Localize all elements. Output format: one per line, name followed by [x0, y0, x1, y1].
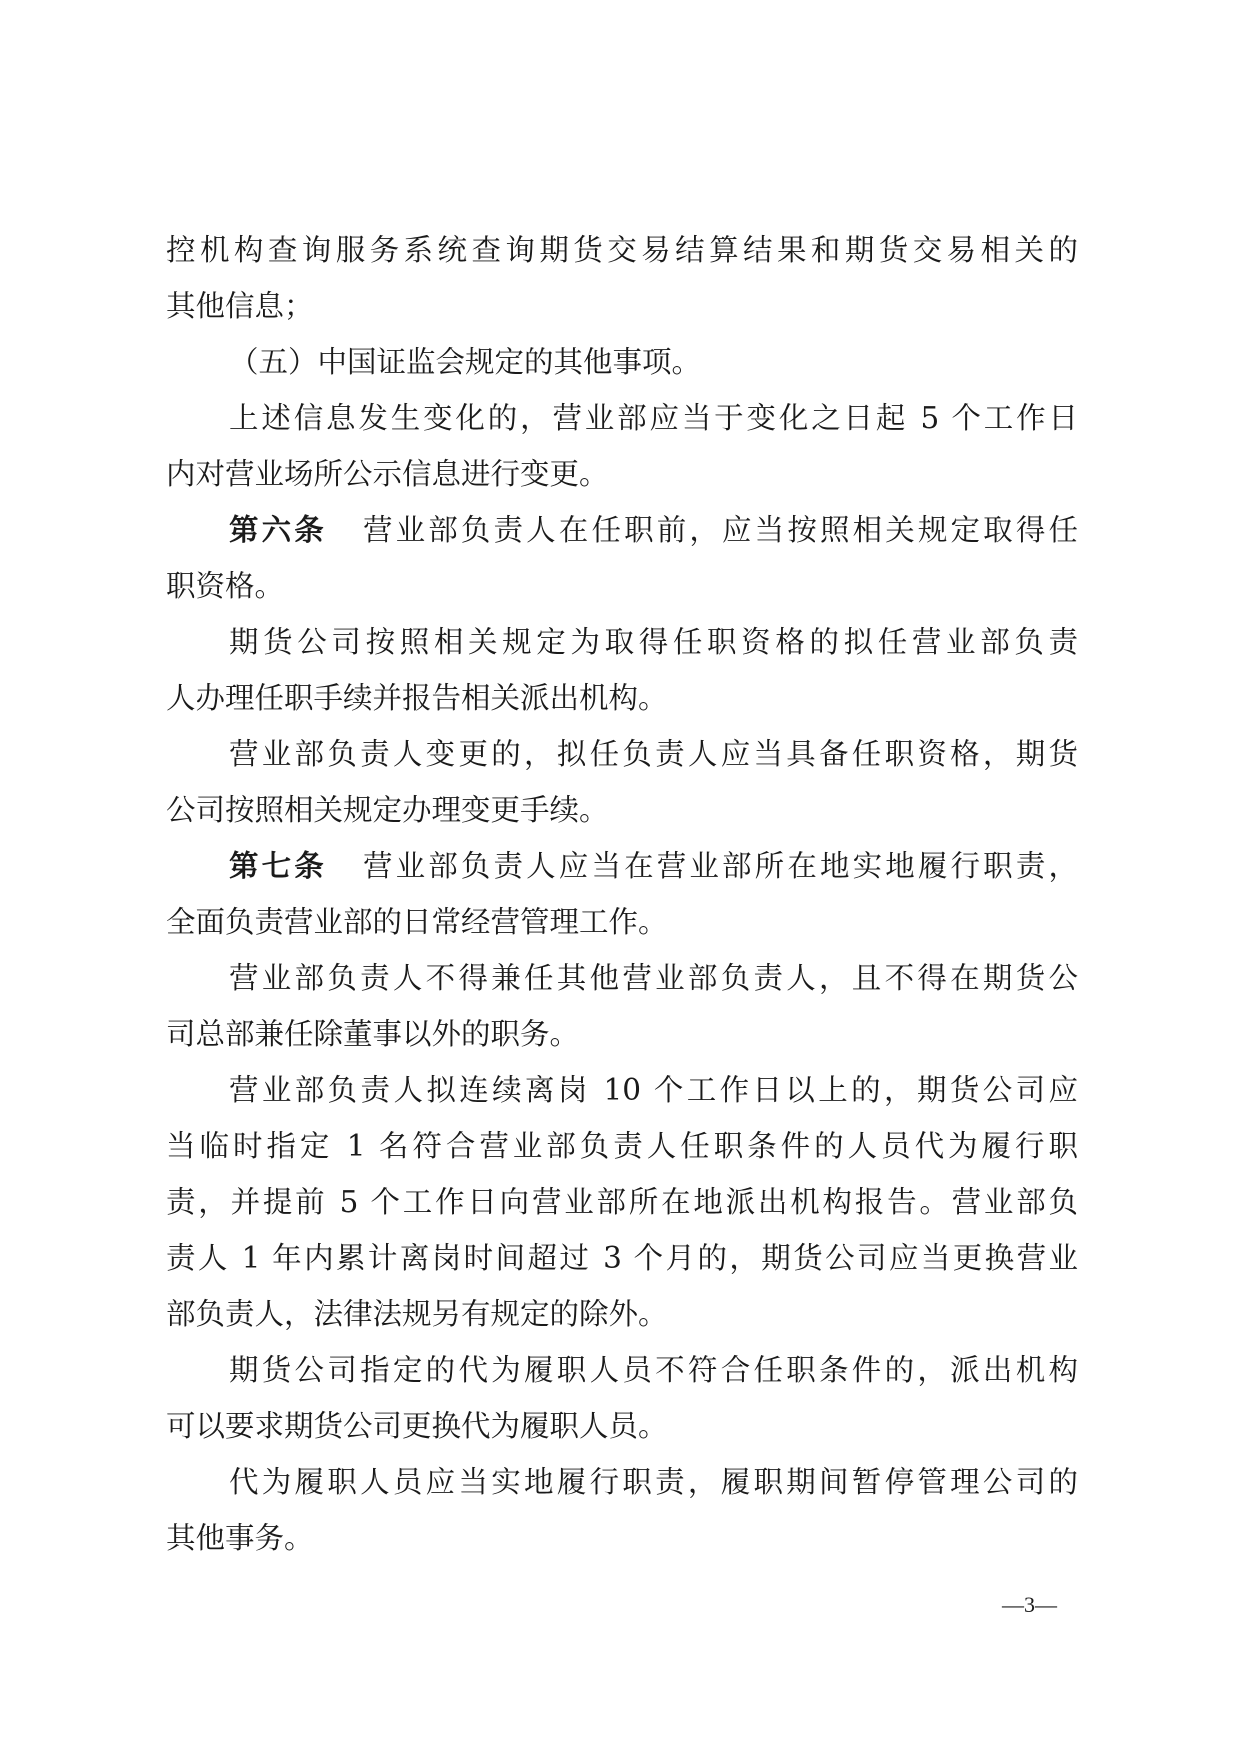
text-line: 可以要求期货公司更换代为履职人员。 — [166, 1409, 668, 1443]
article-7-line — [166, 838, 1078, 894]
text-line: 人办理任职手续并报告相关派出机构。 — [166, 681, 668, 715]
paragraph-line: 营业部负责人不得兼任其他营业部负责人，且不得在期货公 — [229, 961, 1078, 995]
body-text — [166, 222, 1078, 1566]
paragraph-line: 期货公司指定的代为履职人员不符合任职条件的，派出机构 — [229, 1353, 1078, 1387]
paragraph-line: 营业部负责人拟连续离岗 10 个工作日以上的，期货公司应 — [229, 1073, 1078, 1107]
page-number: —3— — [1002, 1592, 1057, 1617]
paragraph-line: 代为履职人员应当实地履行职责，履职期间暂停管理公司的 — [229, 1465, 1078, 1499]
text-line: 全面负责营业部的日常经营管理工作。 — [166, 905, 668, 939]
text-line: 其他事务。 — [166, 1521, 314, 1555]
article-6-text: 营业部负责人在任职前，应当按照相关规定取得任 — [362, 513, 1078, 547]
paragraph-line: 营业部负责人变更的，拟任负责人应当具备任职资格，期货 — [229, 737, 1078, 771]
text-line: 部负责人，法律法规另有规定的除外。 — [166, 1297, 668, 1331]
paragraph-line: 上述信息发生变化的，营业部应当于变化之日起 5 个工作日 — [229, 401, 1078, 435]
article-7-heading: 第七条 — [229, 849, 327, 883]
text-line: 职资格。 — [166, 569, 285, 603]
text-line: 其他信息； — [166, 289, 314, 323]
text-line: 责人 1 年内累计离岗时间超过 3 个月的，期货公司应当更换营业 — [166, 1241, 1078, 1275]
article-6-line — [166, 502, 1078, 558]
list-item: （五）中国证监会规定的其他事项。 — [229, 345, 702, 379]
article-7-text: 营业部负责人应当在营业部所在地实地履行职责， — [362, 849, 1078, 883]
article-6-heading: 第六条 — [229, 513, 327, 547]
text-line: 内对营业场所公示信息进行变更。 — [166, 457, 609, 491]
text-line: 控机构查询服务系统查询期货交易结算结果和期货交易相关的 — [166, 233, 1078, 267]
text-line: 责，并提前 5 个工作日向营业部所在地派出机构报告。营业部负 — [166, 1185, 1078, 1219]
text-line: 司总部兼任除董事以外的职务。 — [166, 1017, 580, 1051]
paragraph-line: 期货公司按照相关规定为取得任职资格的拟任营业部负责 — [229, 625, 1078, 659]
text-line: 当临时指定 1 名符合营业部负责人任职条件的人员代为履行职 — [166, 1129, 1078, 1163]
text-line: 公司按照相关规定办理变更手续。 — [166, 793, 609, 827]
